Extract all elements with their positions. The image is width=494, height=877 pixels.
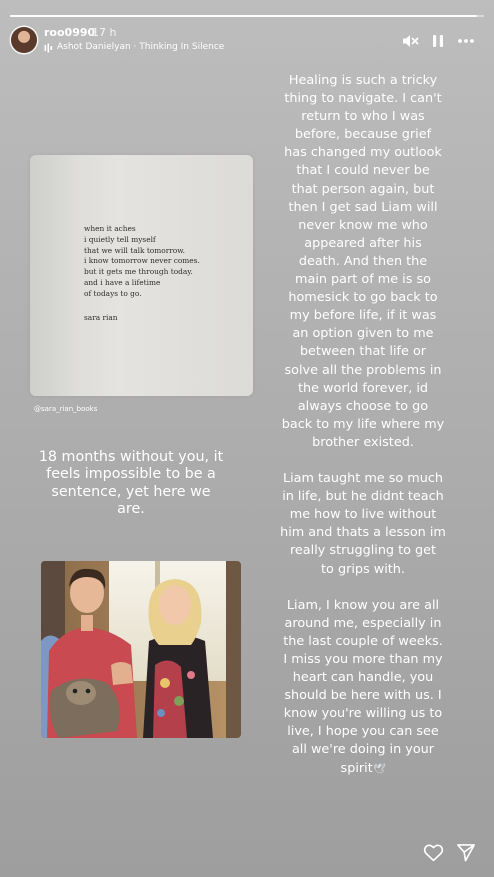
- poem-line: when it aches: [84, 224, 136, 233]
- story-text-line: [270, 760, 456, 779]
- poem-line: that we will talk tomorrow.: [84, 245, 186, 255]
- family-photo: [41, 561, 241, 738]
- caption-line: feels impossible to be a: [46, 466, 216, 483]
- story-header: [11, 26, 483, 56]
- story-text-line: I miss you more than my: [283, 652, 443, 667]
- story-progress-bar: [10, 15, 484, 17]
- story-text-line: Liam taught me so much: [282, 471, 444, 487]
- caption-line: sentence, yet here we: [51, 483, 211, 500]
- poem-line: but it gets me through today.: [84, 267, 193, 277]
- poem-line: i quietly tell myself: [84, 234, 156, 244]
- story-text-line: me how to live without: [289, 507, 437, 523]
- avatar[interactable]: [11, 27, 37, 53]
- story-text-line: before, because grief: [294, 127, 432, 143]
- music-bars-icon: [44, 43, 54, 53]
- story-text-line: then I get sad Liam will: [288, 199, 438, 215]
- story-text-line: Liam, I know you are all: [286, 597, 440, 613]
- poem-line: of todays to go.: [84, 288, 142, 298]
- story-text-line: has changed my outlook: [284, 145, 442, 161]
- story-text-line: him and thats a lesson im: [280, 525, 446, 541]
- story-text-line: return to who I was: [301, 109, 425, 125]
- story-text-word: spirit: [340, 760, 373, 776]
- story-text-line: all we're doing in your: [291, 742, 435, 758]
- story-text-line: brother existed.: [312, 434, 414, 450]
- story-text-line: never know me who: [298, 217, 428, 233]
- story-text-line: that person again, but: [291, 181, 435, 197]
- caption-line: 18 months without you, it: [38, 449, 224, 465]
- story-text-line: the world forever, id: [297, 380, 429, 396]
- story-text-line: really struggling to get: [289, 543, 437, 559]
- story-text-line: live, I hope you can see: [287, 724, 439, 740]
- music-track[interactable]: Ashot Danielyan · Thinking In Silence: [57, 42, 225, 52]
- story-text-line: around me, especially in: [284, 615, 442, 631]
- story-text-line: appeared after his: [304, 235, 422, 251]
- story-text-line: should be here with us. I: [284, 688, 442, 704]
- story-text-line: homesick to go back to: [288, 290, 438, 306]
- story-text-line: that I could never be: [296, 163, 430, 179]
- poem-line: and i have a lifetime: [84, 277, 161, 287]
- story-text-line: between that life or: [299, 344, 427, 360]
- heart-outline-icon[interactable]: [423, 843, 444, 862]
- speaker-muted-icon[interactable]: [401, 32, 419, 50]
- story-text-line: always choose to go: [297, 398, 429, 414]
- story-text-line: solve all the problems in: [284, 362, 442, 378]
- story-text-line: thing to navigate. I can't: [284, 91, 442, 107]
- story-text-line: main part of me is so: [295, 272, 431, 288]
- story-text-line: to grips with.: [321, 561, 405, 577]
- story-text-line: know you're willing us to: [283, 706, 443, 722]
- more-horizontal-icon[interactable]: [457, 32, 475, 50]
- caption-line: are.: [117, 501, 145, 518]
- left-caption: [24, 449, 238, 519]
- poem-line: i know tomorrow never comes.: [84, 256, 200, 266]
- story-text-line: heart can handle, you: [292, 670, 434, 686]
- poem-credit: @sara_rian_books: [34, 405, 98, 413]
- time-ago: 17 h: [92, 26, 117, 39]
- paper-plane-icon[interactable]: [456, 843, 476, 862]
- poem-text: [84, 224, 200, 300]
- story-text-line: my before life, if it was: [289, 308, 437, 324]
- pause-icon[interactable]: [429, 32, 447, 50]
- story-text-line: back to my life where my: [281, 416, 445, 432]
- page-shadow: [30, 155, 74, 396]
- story-text: [270, 72, 456, 779]
- username[interactable]: roo0990: [44, 26, 96, 39]
- story-progress-fill: [10, 15, 477, 17]
- paragraph-gap: [270, 579, 456, 597]
- poem-card: [30, 155, 253, 396]
- paragraph-gap: [270, 452, 456, 470]
- story-text-line: the last couple of weeks.: [283, 633, 443, 649]
- story-text-line: in life, but he didnt teach: [282, 489, 444, 505]
- poem-author: sara rian: [84, 313, 118, 322]
- dove-emoji: 🕊: [372, 763, 386, 775]
- story-text-line: death. And then the: [298, 253, 428, 269]
- story-text-line: an option given to me: [292, 326, 434, 342]
- story-text-line: Healing is such a tricky: [288, 73, 438, 88]
